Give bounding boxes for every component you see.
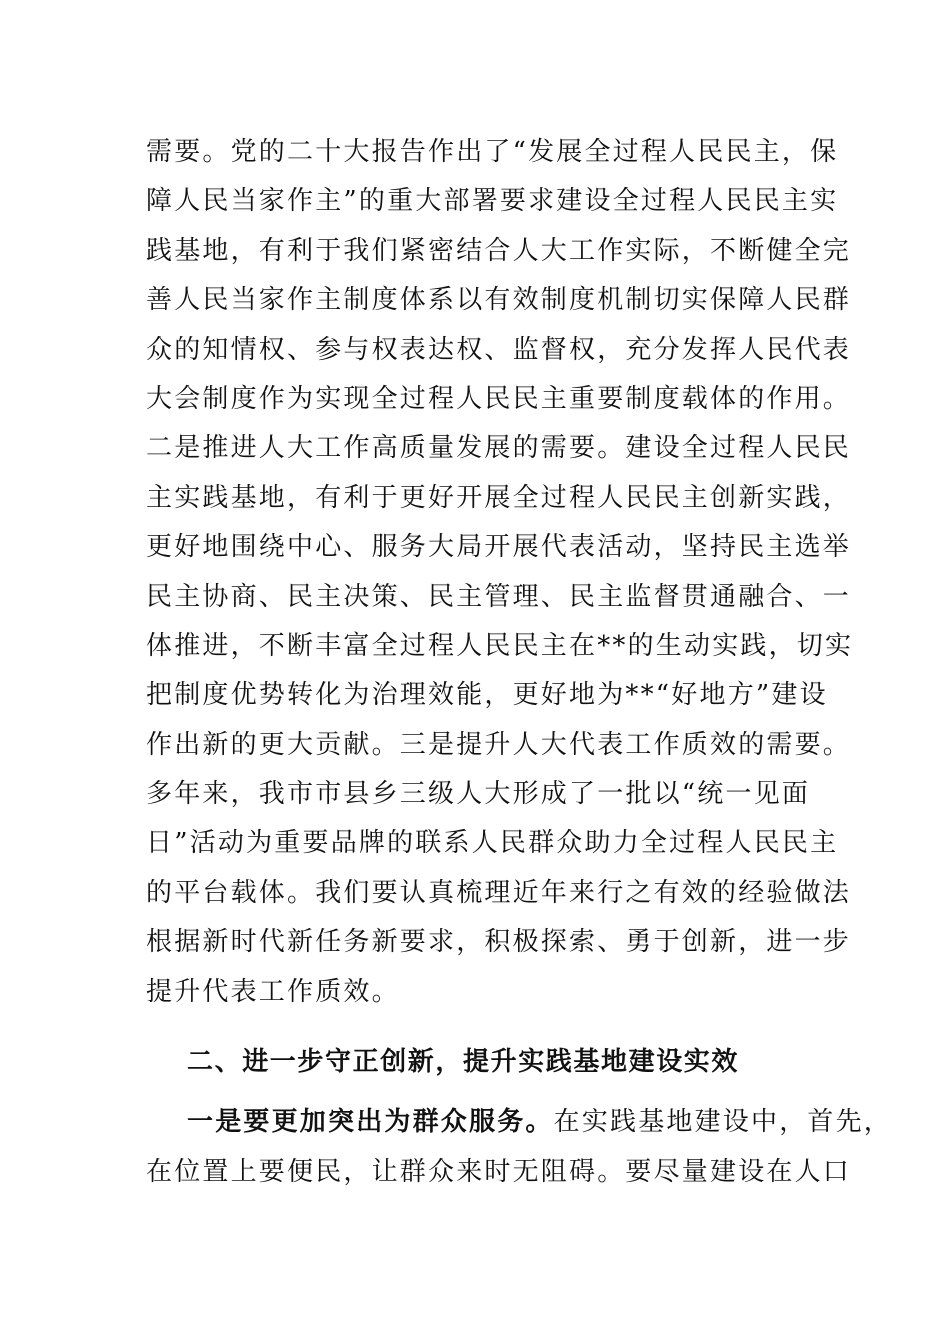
body-line-10: 民主协商、民主决策、民主管理、民主监督贯通融合、一 (146, 581, 852, 612)
body-line-17: 根据新时代新任务新要求，积极探索、勇于创新，进一步 (146, 927, 852, 958)
body-line-7: 二是推进人大工作高质量发展的需要。建设全过程人民民 (146, 433, 852, 464)
body-line-8: 主实践基地，有利于更好开展全过程人民民主创新实践， (146, 482, 852, 513)
body-line-13: 作出新的更大贡献。三是提升人大代表工作质效的需要。 (146, 729, 852, 760)
body-line-6: 大会制度作为实现全过程人民民主重要制度载体的作用。 (146, 383, 852, 414)
body-line-5: 众的知情权、参与权表达权、监督权，充分发挥人民代表 (146, 334, 852, 365)
paragraph-2-bold-lead: 一是要更加突出为群众服务。 (187, 1107, 554, 1137)
body-line-1: 需要。党的二十大报告作出了“发展全过程人民民主，保 (146, 137, 839, 167)
body-line-18: 提升代表工作质效。 (146, 976, 400, 1007)
body-line-9: 更好地围绕中心、服务大局开展代表活动，坚持民主选举 (146, 532, 852, 563)
body-line-15: 日”活动为重要品牌的联系人民群众助力全过程人民民主 (146, 828, 839, 859)
body-line-12: 把制度优势转化为治理效能，更好地为**“好地方”建设 (146, 680, 828, 711)
paragraph-2-line-2: 在位置上要便民，让群众来时无阻碍。要尽量建设在人口 (146, 1157, 852, 1187)
body-line-3: 践基地，有利于我们紧密结合人大工作实际，不断健全完 (146, 235, 852, 266)
body-line-4: 善人民当家作主制度体系以有效制度机制切实保障人民群 (146, 285, 852, 316)
body-line-2: 障人民当家作主”的重大部署要求建设全过程人民民主实 (146, 186, 839, 217)
paragraph-2-line-1-rest: 在实践基地建设中，首先， (553, 1107, 893, 1137)
paragraph-2 (146, 1097, 893, 1197)
section-heading: 二、进一步守正创新，提升实践基地建设实效 (187, 1047, 740, 1077)
body-paragraph (146, 128, 854, 1017)
paragraph-2-line-1 (146, 1097, 893, 1147)
body-line-16: 的平台载体。我们要认真梳理近年来行之有效的经验做法 (146, 877, 852, 908)
body-line-11: 体推进，不断丰富全过程人民民主在**的生动实践，切实 (146, 630, 854, 661)
body-line-14: 多年来，我市市县乡三级人大形成了一批以“统一见面 (146, 779, 811, 810)
